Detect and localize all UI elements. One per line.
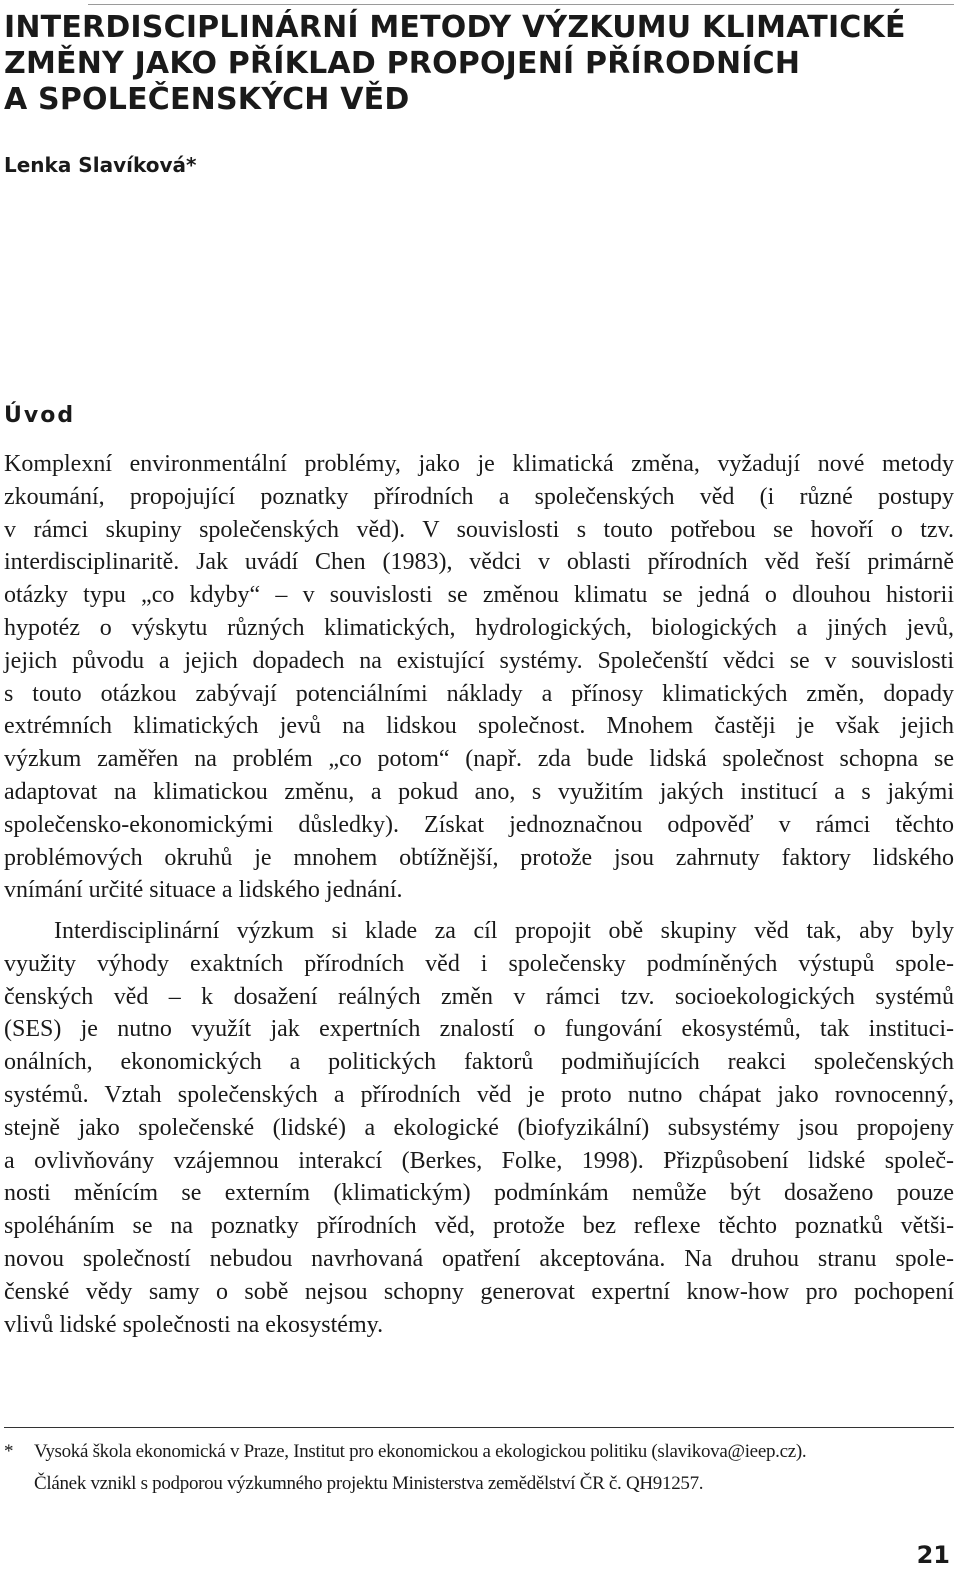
paragraph-1 <box>4 448 954 907</box>
text-line: vnímání určité situace a lidského jednání. <box>4 877 403 904</box>
text-line: s touto otázkou zabývají potenciálními náklady a přínosy klimatických změn, dopady <box>4 680 954 707</box>
text-line: spoléháním se na poznatky přírodních věd, protože bez reflexe těchto poznatků větši- <box>4 1213 954 1240</box>
text-line: (SES) je nutno využít jak expertních znalostí o fungování ekosystémů, tak instituci- <box>4 1016 954 1043</box>
title-line: ZMĚNY JAKO PŘÍKLAD PROPOJENÍ PŘÍRODNÍCH <box>4 46 801 81</box>
footnote-text: Článek vznikl s podporou výzkumného projektu Ministerstva zemědělství ČR č. QH91257. <box>34 1473 704 1494</box>
text-line: problémových okruhů je mnohem obtížnější, protože jsou zahrnuty faktory lidského <box>4 844 954 871</box>
text-line: a ovlivňovány vzájemnou interakcí (Berkes, Folke, 1998). Přizpůsobení lidské společ- <box>4 1147 954 1174</box>
title-line: INTERDISCIPLINÁRNÍ METODY VÝZKUMU KLIMATICKÉ <box>4 10 906 45</box>
text-line: společensko-ekonomickými důsledky). Získat jednoznačnou odpověď v rámci těchto <box>4 811 954 838</box>
page-number: 21 <box>916 1541 950 1569</box>
text-line: v rámci skupiny společenských věd). V souvislosti s touto potřebou se hovoří o tzv. <box>4 516 954 543</box>
text-line: otázky typu „co kdyby“ – v souvislosti se změnou klimatu se jedná o dlouhou historii <box>4 582 954 609</box>
footnote-rule <box>4 1427 954 1428</box>
text-line: adaptovat na klimatickou změnu, a pokud ano, s využitím jakých institucí a s jakými <box>4 778 954 805</box>
text-line: výzkum zaměřen na problém „co potom“ (např. zda bude lidská společnost schopna se <box>4 746 954 773</box>
title-line: A SPOLEČENSKÝCH VĚD <box>4 82 410 117</box>
top-rule <box>88 4 954 5</box>
text-line: Komplexní environmentální problémy, jako je klimatická změna, vyžadují nové metody <box>4 451 954 477</box>
text-line: systémů. Vztah společenských a přírodních věd je proto nutno chápat jako rovnocenný, <box>4 1081 954 1108</box>
footnote-text: Vysoká škola ekonomická v Praze, Institut pro ekonomickou a ekologickou politiku (slavikova@ieep.cz). <box>34 1441 807 1462</box>
text-line: využity výhody exaktních přírodních věd i společensky podmíněných výstupů spole- <box>4 950 954 977</box>
text-line: zkoumání, propojující poznatky přírodních a společenských věd (i různé postupy <box>4 483 954 510</box>
text-line: stejně jako společenské (lidské) a ekologické (biofyzikální) subsystémy jsou propojeny <box>4 1114 954 1141</box>
text-line: novou společností nebudou navrhovaná opatření akceptována. Na druhou stranu spole- <box>4 1245 954 1272</box>
author-name: Lenka Slavíková* <box>4 153 197 177</box>
text-line: nosti měnícím se externím (klimatickým) podmínkám nemůže být dosaženo pouze <box>4 1180 954 1207</box>
text-line: čenských věd – k dosažení reálných změn v rámci tzv. socioekologických systémů <box>4 983 954 1010</box>
footnote-marker: * <box>4 1441 14 1462</box>
text-line: interdisciplinaritě. Jak uvádí Chen (1983), vědci v oblasti přírodních věd řeší primárně <box>4 549 954 576</box>
section-heading-uvod: Úvod <box>4 403 76 428</box>
text-line: onálních, ekonomických a politických faktorů podmiňujících reakci společenských <box>4 1049 954 1076</box>
text-line: čenské vědy samy o sobě nejsou schopny generovat expertní know-how pro pochopení <box>4 1278 954 1305</box>
footnote-funding <box>4 1472 954 1496</box>
article-title <box>4 10 944 118</box>
text-line: hypotéz o výskytu různých klimatických, hydrologických, biologických a jiných jevů, <box>4 614 954 641</box>
text-line: jejich původu a jejich dopadech na existující systémy. Společenští vědci se v souvislosti <box>4 647 954 674</box>
text-line: extrémních klimatických jevů na lidskou společnost. Mnohem častěji je však jejich <box>4 713 954 740</box>
text-line: Interdisciplinární výzkum si klade za cíl propojit obě skupiny věd tak, aby byly <box>54 918 954 944</box>
paragraph-2 <box>4 915 954 1341</box>
text-line: vlivů lidské společnosti na ekosystémy. <box>4 1311 384 1338</box>
footnote-affiliation <box>4 1440 954 1464</box>
